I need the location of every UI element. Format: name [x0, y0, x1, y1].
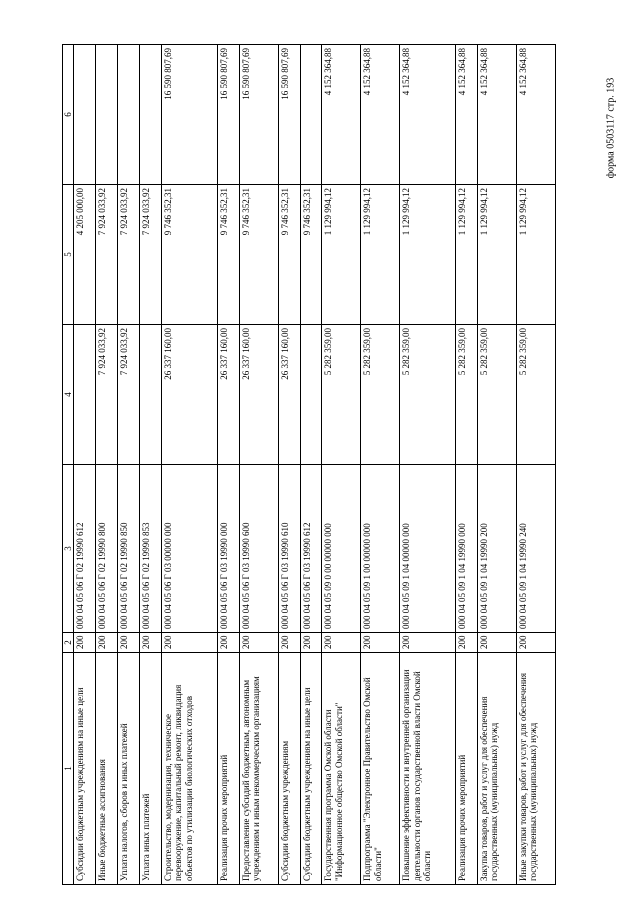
table-row [400, 45, 456, 885]
cell-remaining: 4 152 364,88 [361, 45, 400, 185]
table-row [140, 45, 162, 885]
cell-approved [74, 325, 96, 465]
cell-approved: 5 282 359,00 [516, 325, 555, 465]
cell-remaining: 16 590 807,69 [161, 45, 217, 185]
cell-line: 200 [161, 633, 217, 653]
cell-remaining: 16 590 807,69 [278, 45, 300, 185]
cell-line: 200 [278, 633, 300, 653]
cell-code: 000 04 05 09 1 04 19990 240 [516, 465, 555, 633]
table-row [96, 45, 118, 885]
cell-remaining: 16 590 807,69 [239, 45, 278, 185]
cell-name: Уплата иных платежей [140, 653, 162, 885]
cell-approved: 5 282 359,00 [400, 325, 456, 465]
cell-remaining: 4 152 364,88 [322, 45, 361, 185]
cell-approved: 5 282 359,00 [478, 325, 517, 465]
cell-approved [300, 325, 322, 465]
cell-approved: 5 282 359,00 [456, 325, 478, 465]
table-row [361, 45, 400, 885]
cell-line: 200 [118, 633, 140, 653]
cell-approved: 26 337 160,00 [239, 325, 278, 465]
cell-executed: 1 129 994,12 [478, 185, 517, 325]
cell-code: 000 04 05 06 Г 03 00000 000 [161, 465, 217, 633]
table-row [322, 45, 361, 885]
cell-approved: 5 282 359,00 [361, 325, 400, 465]
table-row [300, 45, 322, 885]
header-col-3: 3 [63, 465, 74, 633]
cell-name: Подпрограмма "Электронное Правительство Омской области" [361, 653, 400, 885]
cell-code: 000 04 05 09 1 04 19990 000 [456, 465, 478, 633]
table-row [456, 45, 478, 885]
cell-executed: 7 924 033,92 [96, 185, 118, 325]
cell-name: Уплата налогов, сборов и иных платежей [118, 653, 140, 885]
cell-name: Субсидии бюджетным учреждениям на иные цели [74, 653, 96, 885]
cell-remaining [300, 45, 322, 185]
cell-approved: 7 924 033,92 [96, 325, 118, 465]
header-col-2: 2 [63, 633, 74, 653]
cell-code: 000 04 05 09 1 04 19990 200 [478, 465, 517, 633]
cell-approved: 5 282 359,00 [322, 325, 361, 465]
cell-executed: 1 129 994,12 [322, 185, 361, 325]
cell-code: 000 04 05 06 Г 03 19990 610 [278, 465, 300, 633]
cell-line: 200 [322, 633, 361, 653]
table-row [74, 45, 96, 885]
cell-executed: 9 746 352,31 [300, 185, 322, 325]
cell-executed: 4 205 000,00 [74, 185, 96, 325]
cell-name: Реализация прочих мероприятий [217, 653, 239, 885]
cell-name: Повышение эффективности и внутренней организации деятельности органов государственной власти Омской области [400, 653, 456, 885]
rotated-page [62, 45, 556, 885]
cell-remaining [96, 45, 118, 185]
budget-table [62, 44, 556, 885]
cell-executed: 7 924 033,92 [140, 185, 162, 325]
cell-executed: 7 924 033,92 [118, 185, 140, 325]
form-label-text: форма 0503117 стр. 193 [605, 77, 617, 179]
table-row [278, 45, 300, 885]
cell-code: 000 04 05 06 Г 03 19990 600 [239, 465, 278, 633]
table-row [118, 45, 140, 885]
cell-executed: 9 746 352,31 [239, 185, 278, 325]
cell-approved: 26 337 160,00 [217, 325, 239, 465]
cell-code: 000 04 05 09 0 00 00000 000 [322, 465, 361, 633]
cell-code: 000 04 05 06 Г 02 19990 800 [96, 465, 118, 633]
cell-remaining: 4 152 364,88 [516, 45, 555, 185]
cell-line: 200 [300, 633, 322, 653]
cell-name: Реализация прочих мероприятий [456, 653, 478, 885]
cell-remaining: 16 590 807,69 [217, 45, 239, 185]
cell-approved: 7 924 033,92 [118, 325, 140, 465]
cell-approved: 26 337 160,00 [278, 325, 300, 465]
cell-line: 200 [96, 633, 118, 653]
header-row [63, 45, 74, 885]
cell-executed: 1 129 994,12 [400, 185, 456, 325]
cell-remaining: 4 152 364,88 [400, 45, 456, 185]
cell-line: 200 [456, 633, 478, 653]
cell-line: 200 [400, 633, 456, 653]
cell-name: Строительство, модернизация, техническое перевооружение, капитальный ремонт, ликвидация объектов по утилизации биологических отходов [161, 653, 217, 885]
cell-code: 000 04 05 09 1 00 00000 000 [361, 465, 400, 633]
cell-code: 000 04 05 06 Г 02 19990 850 [118, 465, 140, 633]
cell-executed: 9 746 352,31 [161, 185, 217, 325]
cell-remaining: 4 152 364,88 [456, 45, 478, 185]
cell-name: Закупка товаров, работ и услуг для обеспечения государственных (муниципальных) нужд [478, 653, 517, 885]
cell-code: 000 04 05 06 Г 02 19990 612 [74, 465, 96, 633]
cell-remaining [140, 45, 162, 185]
cell-line: 200 [239, 633, 278, 653]
table-body [74, 45, 556, 885]
table-row [217, 45, 239, 885]
header-col-6: 6 [63, 45, 74, 185]
cell-remaining [118, 45, 140, 185]
cell-line: 200 [516, 633, 555, 653]
table-row [161, 45, 217, 885]
cell-name: Иные бюджетные ассигнования [96, 653, 118, 885]
table-row [516, 45, 555, 885]
cell-executed: 9 746 352,31 [217, 185, 239, 325]
cell-line: 200 [140, 633, 162, 653]
cell-approved [140, 325, 162, 465]
cell-executed: 1 129 994,12 [361, 185, 400, 325]
table-row [478, 45, 517, 885]
header-col-5: 5 [63, 185, 74, 325]
cell-name: Субсидии бюджетным учреждениям [278, 653, 300, 885]
cell-line: 200 [217, 633, 239, 653]
header-col-4: 4 [63, 325, 74, 465]
cell-remaining [74, 45, 96, 185]
cell-line: 200 [478, 633, 517, 653]
cell-line: 200 [74, 633, 96, 653]
cell-code: 000 04 05 06 Г 03 19990 612 [300, 465, 322, 633]
cell-executed: 1 129 994,12 [456, 185, 478, 325]
cell-name: Иные закупки товаров, работ и услуг для обеспечения государственных (муниципальных) нужд [516, 653, 555, 885]
cell-code: 000 04 05 06 Г 03 19990 000 [217, 465, 239, 633]
cell-line: 200 [361, 633, 400, 653]
cell-name: Предоставление субсидий бюджетным, автономным учреждениям и иным некоммерческим организациям [239, 653, 278, 885]
cell-name: Субсидии бюджетным учреждениям на иные цели [300, 653, 322, 885]
table-row [239, 45, 278, 885]
cell-executed: 1 129 994,12 [516, 185, 555, 325]
cell-code: 000 04 05 09 1 04 00000 000 [400, 465, 456, 633]
cell-approved: 26 337 160,00 [161, 325, 217, 465]
header-col-1: 1 [63, 653, 74, 885]
cell-remaining: 4 152 364,88 [478, 45, 517, 185]
cell-name: Государственная программа Омской области "Информационное общество Омской области" [322, 653, 361, 885]
cell-code: 000 04 05 06 Г 02 19990 853 [140, 465, 162, 633]
cell-executed: 9 746 352,31 [278, 185, 300, 325]
